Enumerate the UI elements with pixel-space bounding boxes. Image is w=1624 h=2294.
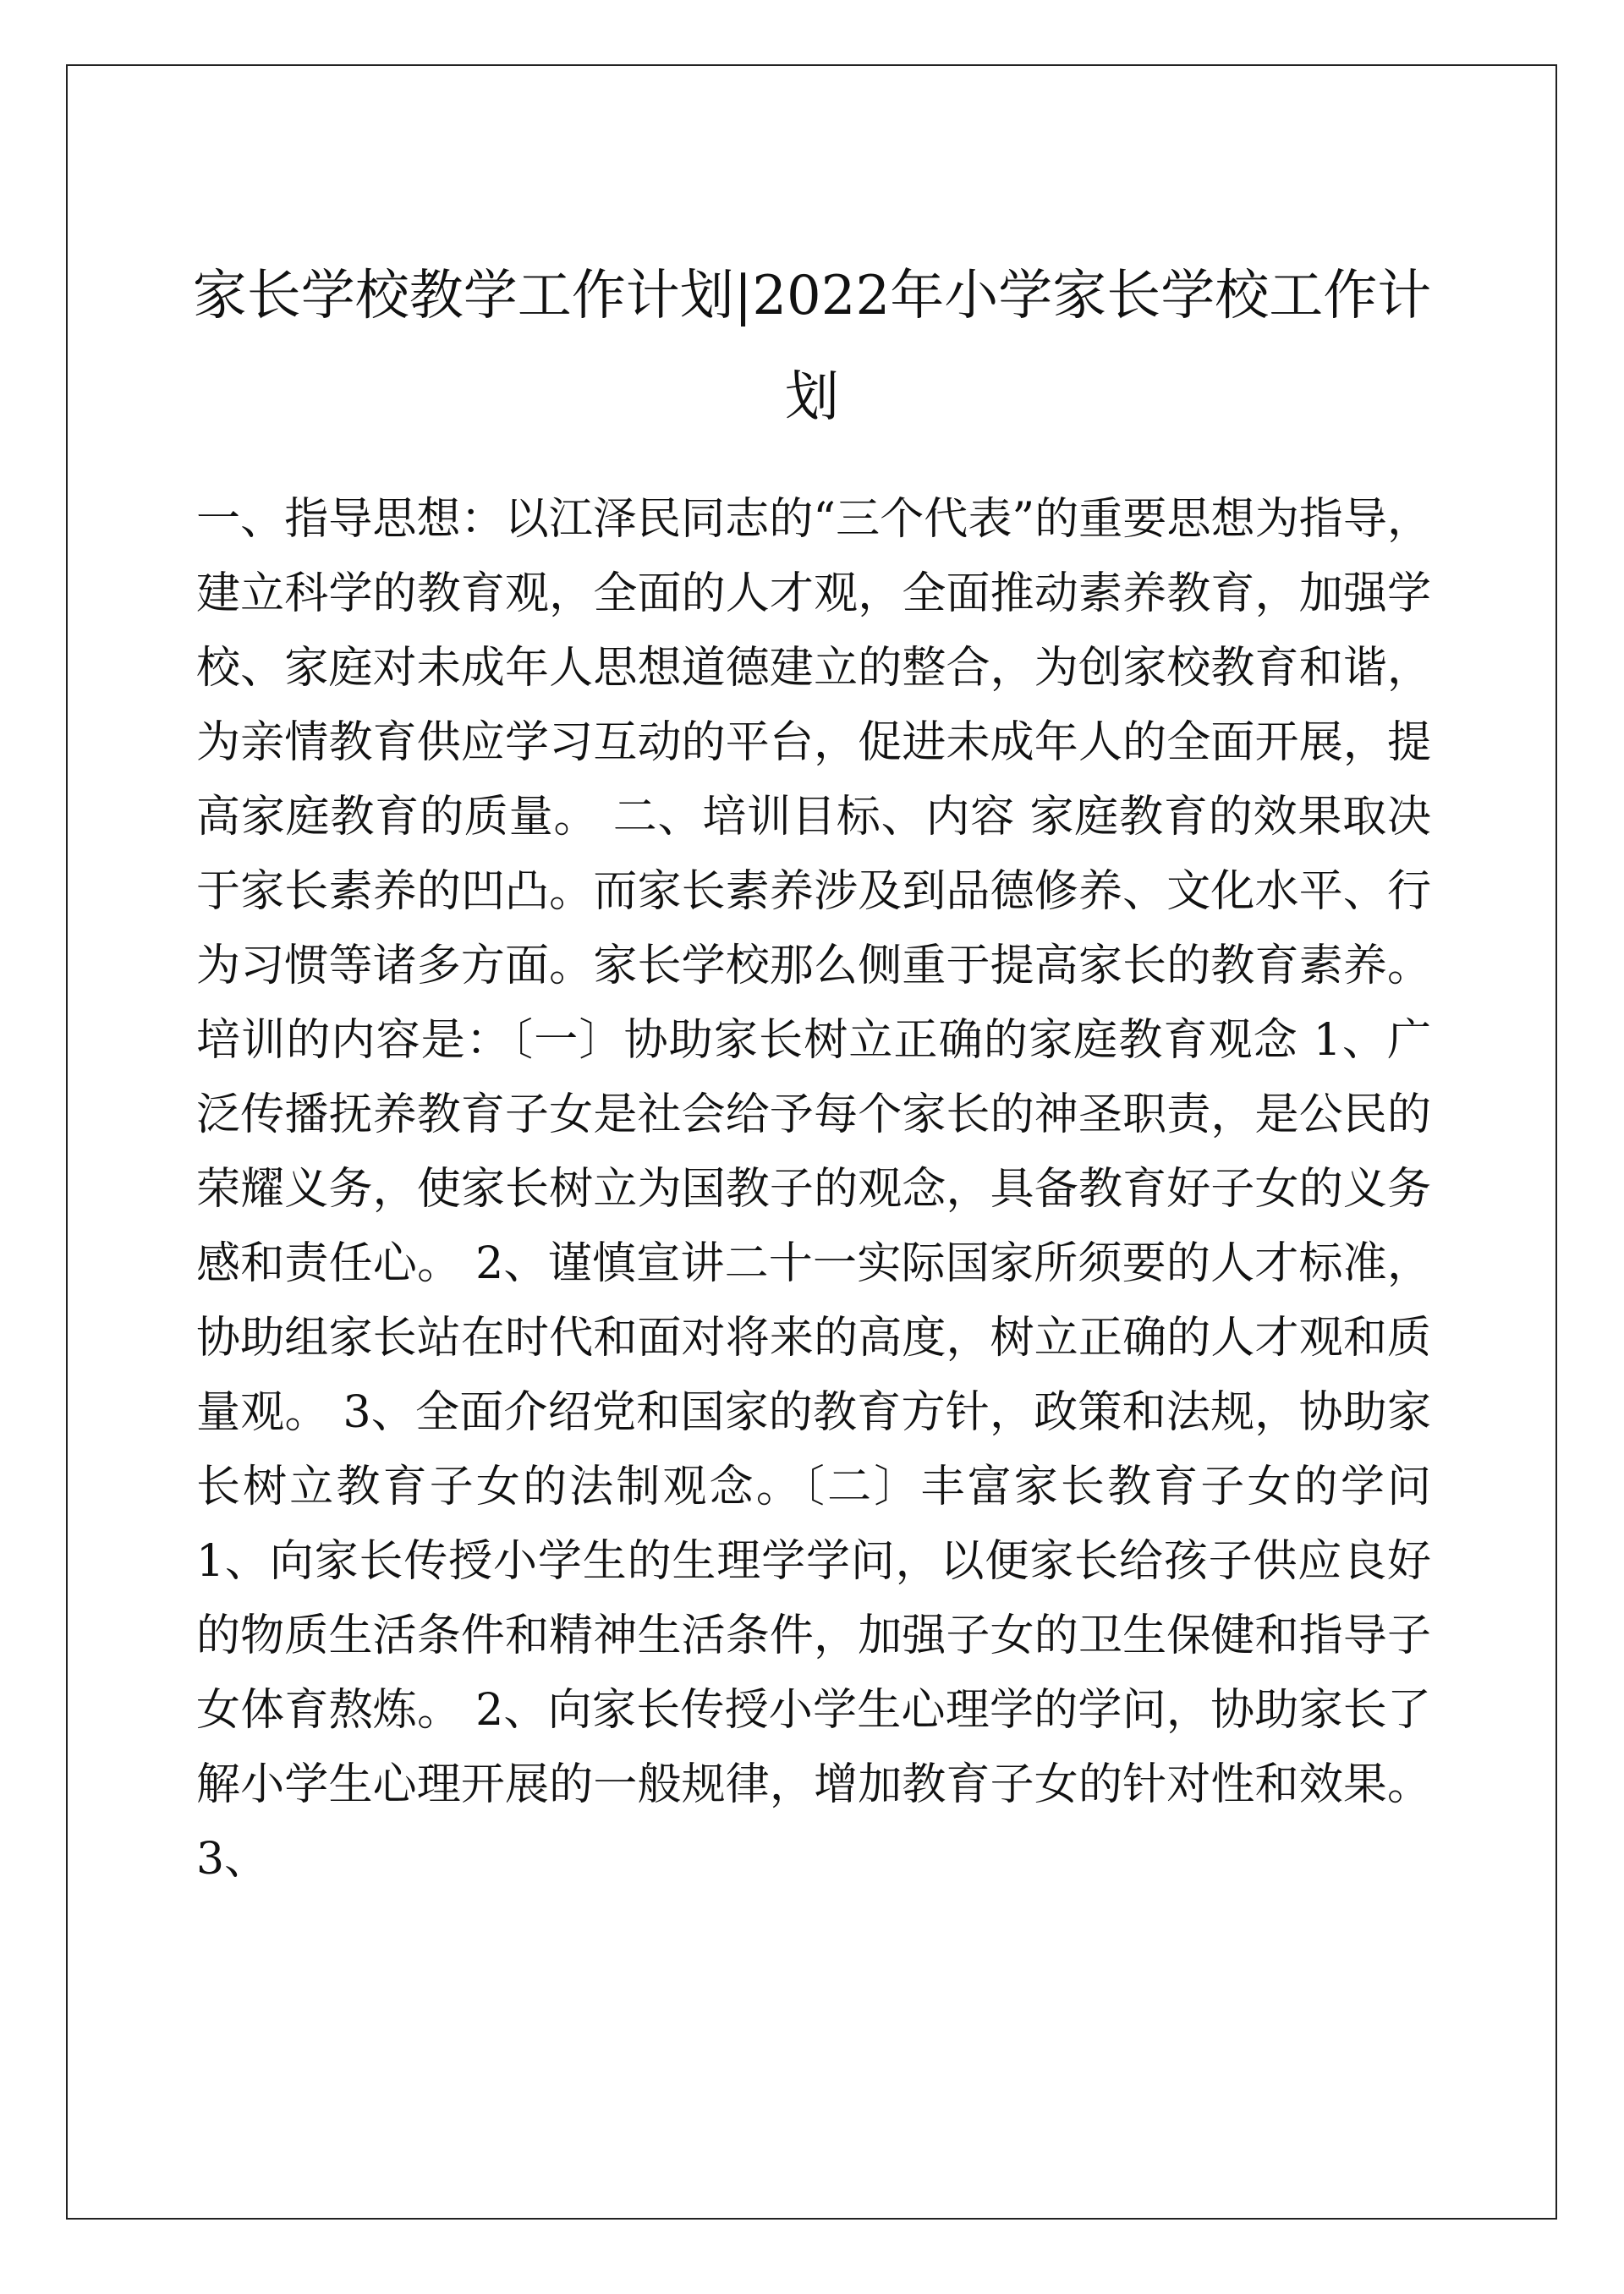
document-title: 家长学校教学工作计划|2022年小学家长学校工作计划 xyxy=(192,265,1432,429)
document-body: 一、指导思想：以江泽民同志的“三个代表”的重要思想为指导，建立科学的教育观，全面的人才观，全面推动素养教育，加强学校、家庭对未成年人思想道德建立的整合，为创家校教育和谐，为亲情教育供应学习互动的平台，促进未成年人的全面开展，提高家庭教育的质量。 二、培训目标、内容 家庭教育的效果取决于家长素养的凹凸。而家长素养涉及到品德修养、文化水平、行为习惯等诸多方面。家长学校那么侧重于提高家长的教育素养。培训的内容是：〔一〕协助家长树立正确的家庭教育观念 1、广泛传播抚养教育子女是社会给予每个家长的神圣职责，是公民的荣耀义务，使家长树立为国教子的观念，具备教育好子女的义务感和责任心。 2、谨慎宣讲二十一实际国家所须要的人才标准，协助组家长站在时代和面对将来的高度，树立正确的人才观和质量观。 3、全面介绍党和国家的教育方针，政策和法规，协助家长树立教育子女的法制观念。〔二〕丰富家长教育子女的学问 1、向家长传授小学生的生理学学问，以便家长给孩子供应良好的物质生活条件和精神生活条件，加强子女的卫生保健和指导子女体育熬炼。 2、向家长传授小学生心理学的学问，协助家长了解小学生心理开展的一般规律，增加教育子女的针对性和效果。 3、 xyxy=(196,494,1431,1885)
